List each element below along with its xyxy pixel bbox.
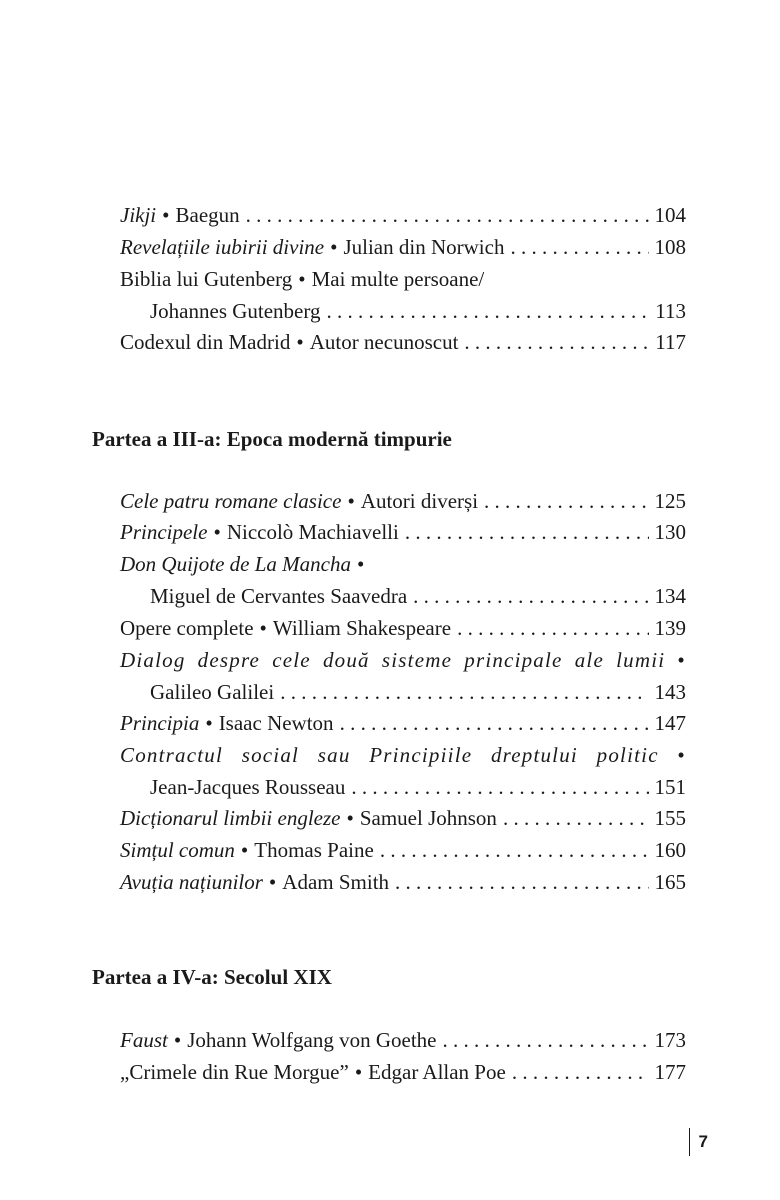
bullet-separator: • [347, 489, 355, 513]
toc-entry [120, 486, 686, 516]
toc-title: Principia [120, 711, 200, 735]
toc-entry [120, 327, 686, 357]
toc-page-number: 108 [654, 235, 686, 259]
toc-entry [120, 708, 686, 738]
bullet-separator: • [162, 203, 170, 227]
bullet-separator: • [173, 1028, 182, 1052]
toc-page-number: 173 [654, 1028, 686, 1052]
dot-leader [280, 677, 648, 707]
toc-author: Autori diverși [360, 489, 479, 513]
toc-title: „Crimele din Rue Morgue” [120, 1060, 349, 1084]
dot-leader [327, 296, 650, 326]
toc-title-word: social [241, 743, 300, 767]
dot-leader [484, 486, 648, 516]
toc-page-number: 130 [654, 520, 686, 544]
toc-page-number: 177 [654, 1060, 686, 1084]
dot-leader [380, 835, 649, 865]
section-heading-part-4: Partea a IV-a: Secolul XIX [92, 965, 332, 989]
toc-page-number: 151 [654, 775, 686, 799]
toc-page-number: 155 [654, 806, 686, 830]
toc-entry-continuation [150, 677, 686, 707]
toc-author: Baegun [175, 203, 240, 227]
toc-title-word: dreptului [490, 743, 578, 767]
page-folio [689, 1126, 708, 1158]
bullet-separator: • [205, 711, 213, 735]
toc-entry [120, 1025, 686, 1055]
toc-title-word: lumii [616, 648, 666, 672]
toc-author: Johann Wolfgang von Goethe [187, 1028, 437, 1052]
toc-author: Johannes Gutenberg [150, 299, 321, 323]
toc-title: Simțul comun [120, 838, 235, 862]
toc-author: Miguel de Cervantes Saavedra [150, 584, 408, 608]
toc-author: Thomas Paine [254, 838, 374, 862]
bullet-separator: • [240, 838, 249, 862]
toc-author: Samuel Johnson [359, 806, 497, 830]
toc-author: Niccolò Machiavelli [226, 520, 399, 544]
toc-entry-justified [120, 740, 686, 770]
toc-title: Biblia lui Gutenberg [120, 267, 293, 291]
dot-leader [443, 1025, 649, 1055]
toc-page-number: 117 [655, 330, 686, 354]
toc-title-word: Dialog [120, 648, 186, 672]
toc-title: Don Quijote de La Mancha [120, 552, 351, 576]
section-heading-part-3: Partea a III-a: Epoca modernă timpurie [92, 427, 452, 451]
toc-author: Autor necunoscut [309, 330, 459, 354]
bullet-separator: • [213, 520, 221, 544]
toc-title-word: politic [596, 743, 659, 767]
toc-title: Jikji [120, 203, 157, 227]
toc-entry [120, 613, 686, 643]
toc-entry-continuation [150, 772, 686, 802]
toc-title: Dicționarul limbii engleze [120, 806, 341, 830]
toc-title-word: Principiile [369, 743, 473, 767]
toc-page-number: 134 [654, 584, 686, 608]
toc-page-number: 113 [655, 299, 686, 323]
toc-page-number: 104 [654, 203, 686, 227]
toc-title-word: două [322, 648, 370, 672]
toc-entry [120, 200, 686, 230]
toc-title: Avuția națiunilor [120, 870, 263, 894]
dot-leader [464, 327, 649, 357]
folio-rule [689, 1128, 690, 1156]
dot-leader [512, 1057, 649, 1087]
toc-page-number: 147 [654, 711, 686, 735]
dot-leader [413, 581, 648, 611]
toc-entry [120, 835, 686, 865]
toc-entry-justified [120, 645, 686, 675]
bullet-separator: • [296, 330, 304, 354]
toc-author: Galileo Galilei [150, 680, 275, 704]
toc-entry [120, 867, 686, 897]
toc-entry-continuation [150, 296, 686, 326]
toc-author: Isaac Newton [218, 711, 334, 735]
toc-author: William Shakespeare [272, 616, 452, 640]
toc-page-number: 125 [654, 489, 686, 513]
toc-page-number: 160 [654, 838, 686, 862]
bullet-separator: • [259, 616, 267, 640]
toc-title-word: sau [317, 743, 351, 767]
toc-title: Codexul din Madrid [120, 330, 291, 354]
toc-author: Mai multe persoane/ [311, 267, 485, 291]
toc-title-word: despre [197, 648, 261, 672]
dot-leader [503, 803, 649, 833]
toc-title-word: ale [574, 648, 604, 672]
toc-title-word: sisteme [381, 648, 453, 672]
toc-title: Principele [120, 520, 208, 544]
bullet-separator: • [346, 806, 354, 830]
bullet-separator: • [298, 267, 306, 291]
dot-leader [340, 708, 649, 738]
toc-title: Opere complete [120, 616, 254, 640]
toc-author: Julian din Norwich [343, 235, 505, 259]
toc-entry [120, 264, 686, 294]
toc-entry [120, 517, 686, 547]
toc-page-number: 165 [654, 870, 686, 894]
dot-leader [246, 200, 649, 230]
bullet-separator: • [677, 648, 686, 672]
dot-leader [510, 232, 648, 262]
toc-entry [120, 232, 686, 262]
toc-entry-continuation [150, 581, 686, 611]
bullet-separator: • [268, 870, 277, 894]
toc-entry [120, 803, 686, 833]
dot-leader [457, 613, 648, 643]
toc-author: Edgar Allan Poe [368, 1060, 506, 1084]
toc-author: Jean-Jacques Rousseau [150, 775, 346, 799]
bullet-separator: • [356, 552, 365, 576]
dot-leader [395, 867, 648, 897]
bullet-separator: • [354, 1060, 363, 1084]
dot-leader [351, 772, 648, 802]
toc-title: Revelațiile iubirii divine [120, 235, 325, 259]
toc-entry [120, 1057, 686, 1087]
toc-author: Adam Smith [282, 870, 390, 894]
toc-entry [120, 549, 686, 579]
toc-page-number: 143 [654, 680, 686, 704]
toc-title-word: principale [464, 648, 563, 672]
folio-number: 7 [698, 1132, 708, 1151]
toc-page-number: 139 [654, 616, 686, 640]
bullet-separator: • [677, 743, 686, 767]
bullet-separator: • [330, 235, 338, 259]
toc-title-word: cele [272, 648, 311, 672]
toc-title-word: Contractul [120, 743, 224, 767]
dot-leader [405, 517, 649, 547]
toc-title: Faust [120, 1028, 168, 1052]
toc-title: Cele patru romane clasice [120, 489, 342, 513]
